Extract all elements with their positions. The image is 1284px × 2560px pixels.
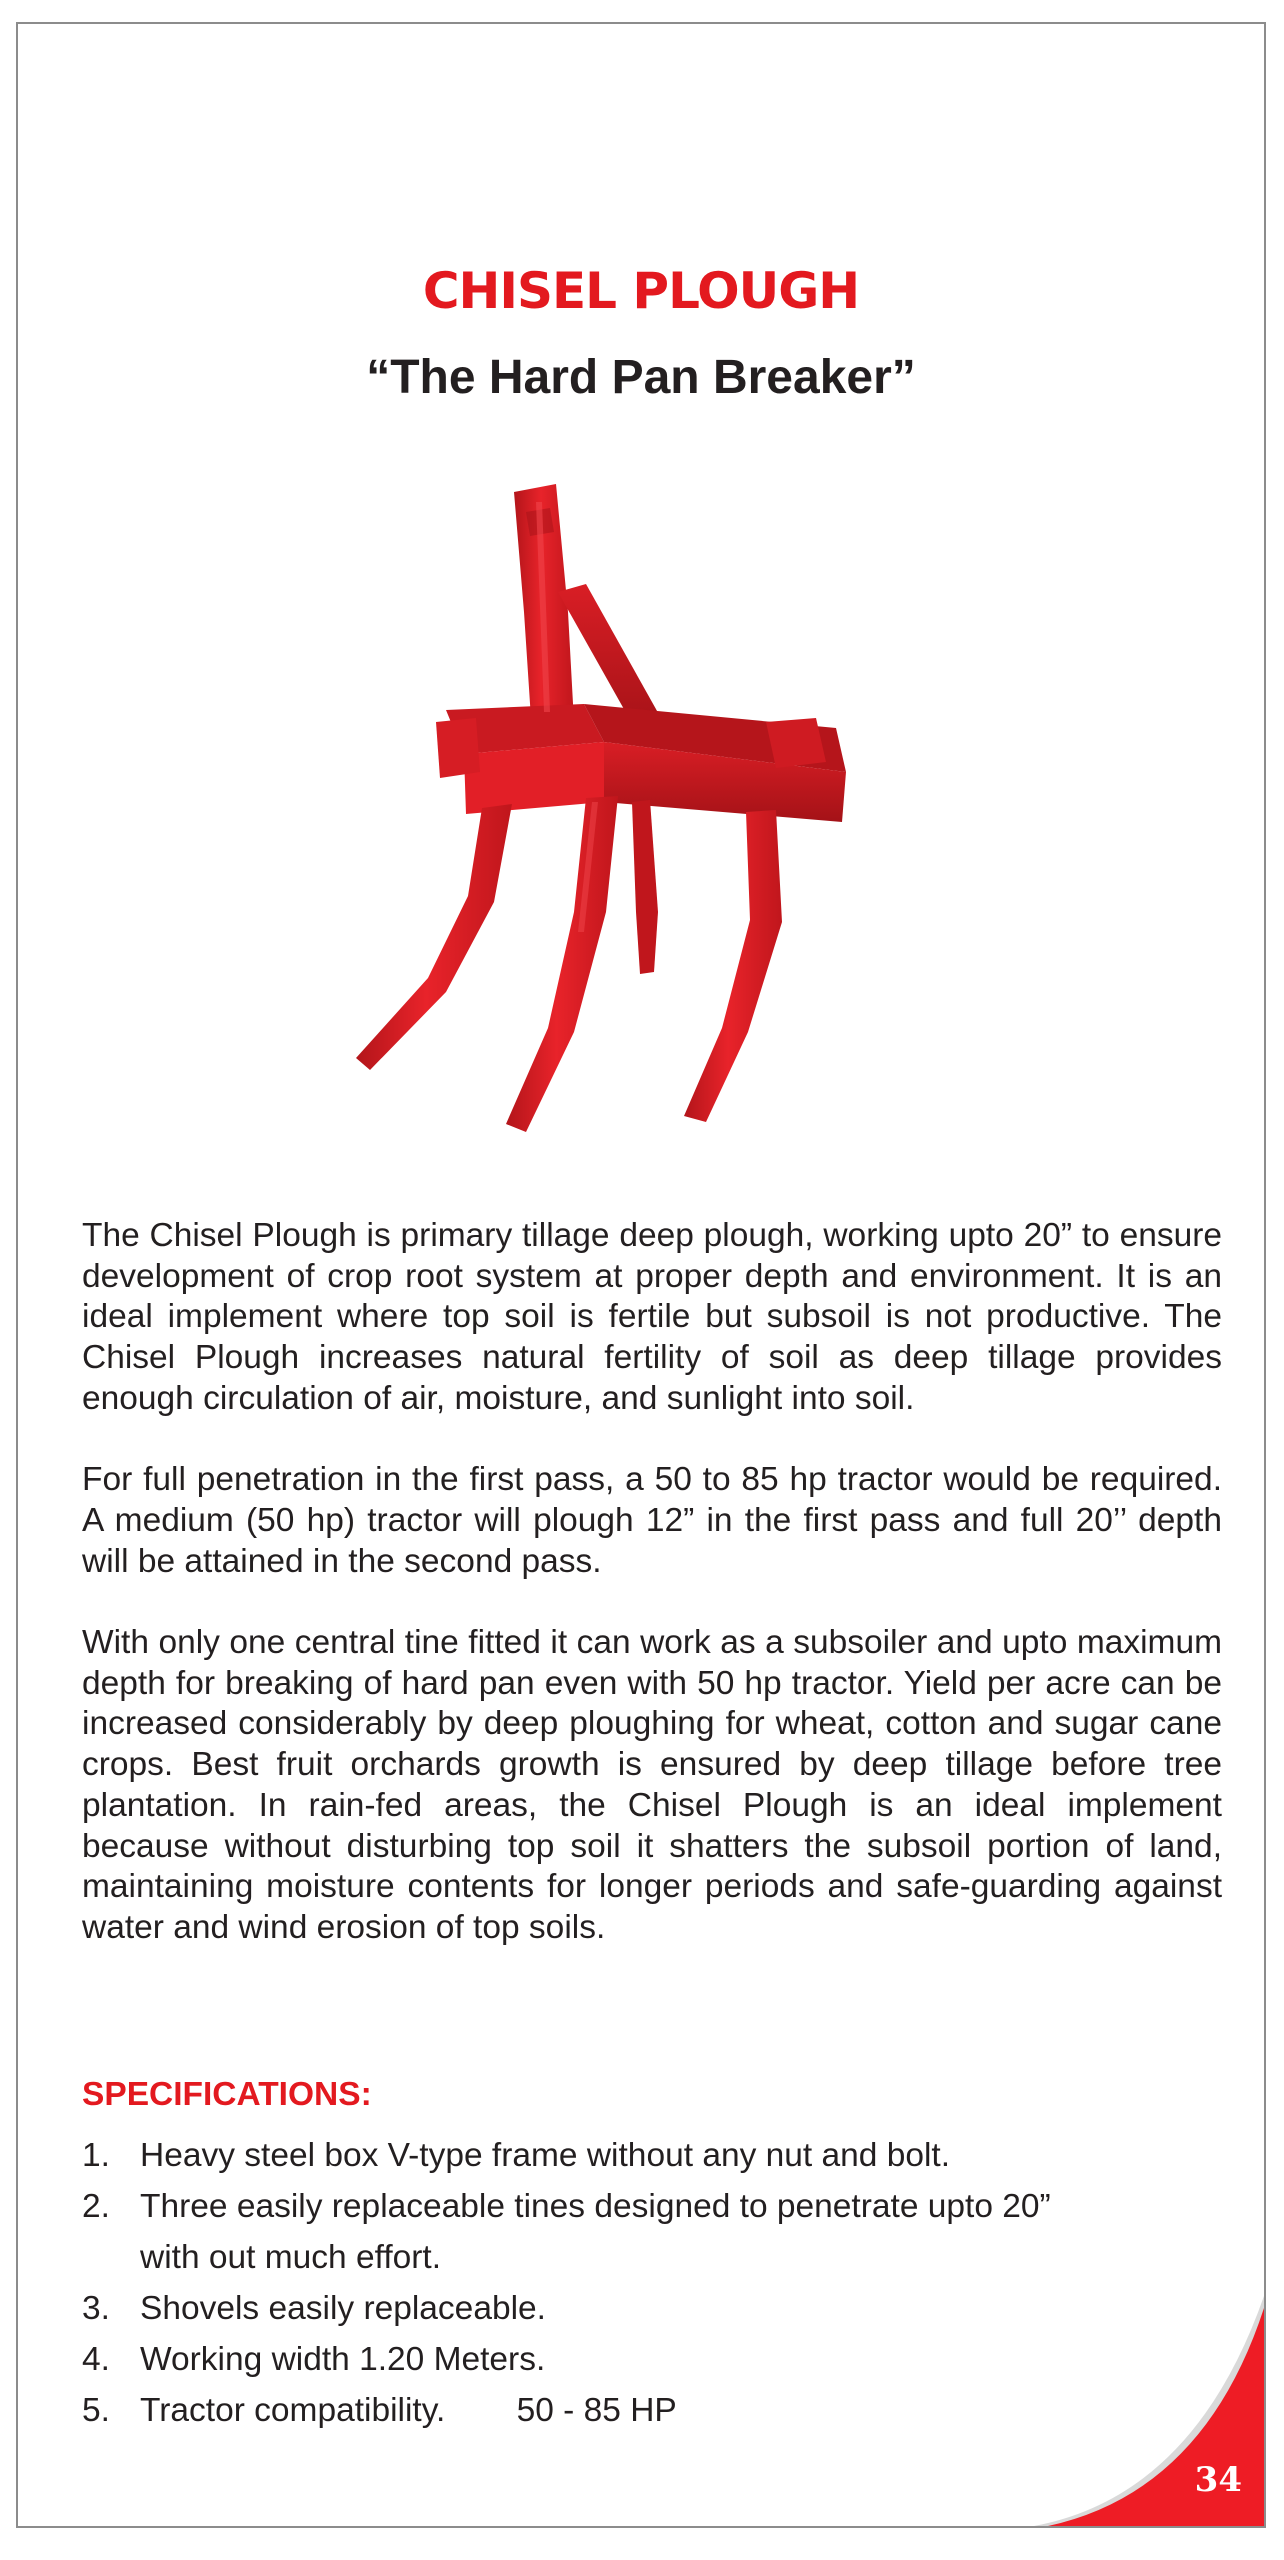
- page-title: CHISEL PLOUGH: [422, 262, 860, 320]
- paragraph: For full penetration in the first pass, a 50 to 85 hp tractor would be required. A medium (50 hp) tractor will plough 12” in the first pass and full 20’’ depth will be attained in the second pass.: [82, 1461, 1222, 1580]
- item-value: 50 - 85 HP: [516, 2392, 677, 2429]
- page-frame: [16, 22, 1266, 2528]
- item-number: 1.: [82, 2137, 110, 2174]
- chisel-plough-image: [336, 472, 976, 1152]
- item-text: Three easily replaceable tines designed to penetrate upto 20” with out much effort.: [140, 2188, 1051, 2276]
- item-text: Shovels easily replaceable.: [140, 2290, 546, 2327]
- page-number: 34: [1194, 2460, 1242, 2500]
- list-item: [82, 2181, 1202, 2283]
- item-number: 3.: [82, 2290, 110, 2327]
- item-number: 2.: [82, 2188, 110, 2225]
- item-text: Tractor compatibility.: [140, 2392, 446, 2429]
- specifications-heading: SPECIFICATIONS:: [82, 2076, 372, 2113]
- paragraph: With only one central tine fitted it can work as a subsoiler and upto maximum depth for breaking of hard pan even with 50 hp tractor. Yield per acre can be increased considerably by deep ploughing for wheat, cotton and sugar cane crops. Best fruit orchards growth is ensured by deep tillage before tree plantation. In rain-fed areas, the Chisel Plough is an ideal implement because without disturbing top soil it shatters the subsoil portion of land, maintaining moisture contents for longer periods and safe-guarding against water and wind erosion of top soils.: [82, 1624, 1222, 1946]
- item-text: Working width 1.20 Meters.: [140, 2341, 546, 2378]
- item-number: 5.: [82, 2392, 110, 2429]
- paragraph: The Chisel Plough is primary tillage deep plough, working upto 20” to ensure development of crop root system at proper depth and environment. It is an ideal implement where top soil is fertile but subsoil is not productive. The Chisel Plough increases natural fertility of soil as deep tillage provides enough circulation of air, moisture, and sunlight into soil.: [82, 1217, 1222, 1417]
- list-item: [82, 2130, 1202, 2181]
- item-text: Heavy steel box V-type frame without any nut and bolt.: [140, 2137, 951, 2174]
- item-number: 4.: [82, 2341, 110, 2378]
- description: [82, 1216, 1222, 1989]
- page-subtitle: “The Hard Pan Breaker”: [366, 351, 916, 404]
